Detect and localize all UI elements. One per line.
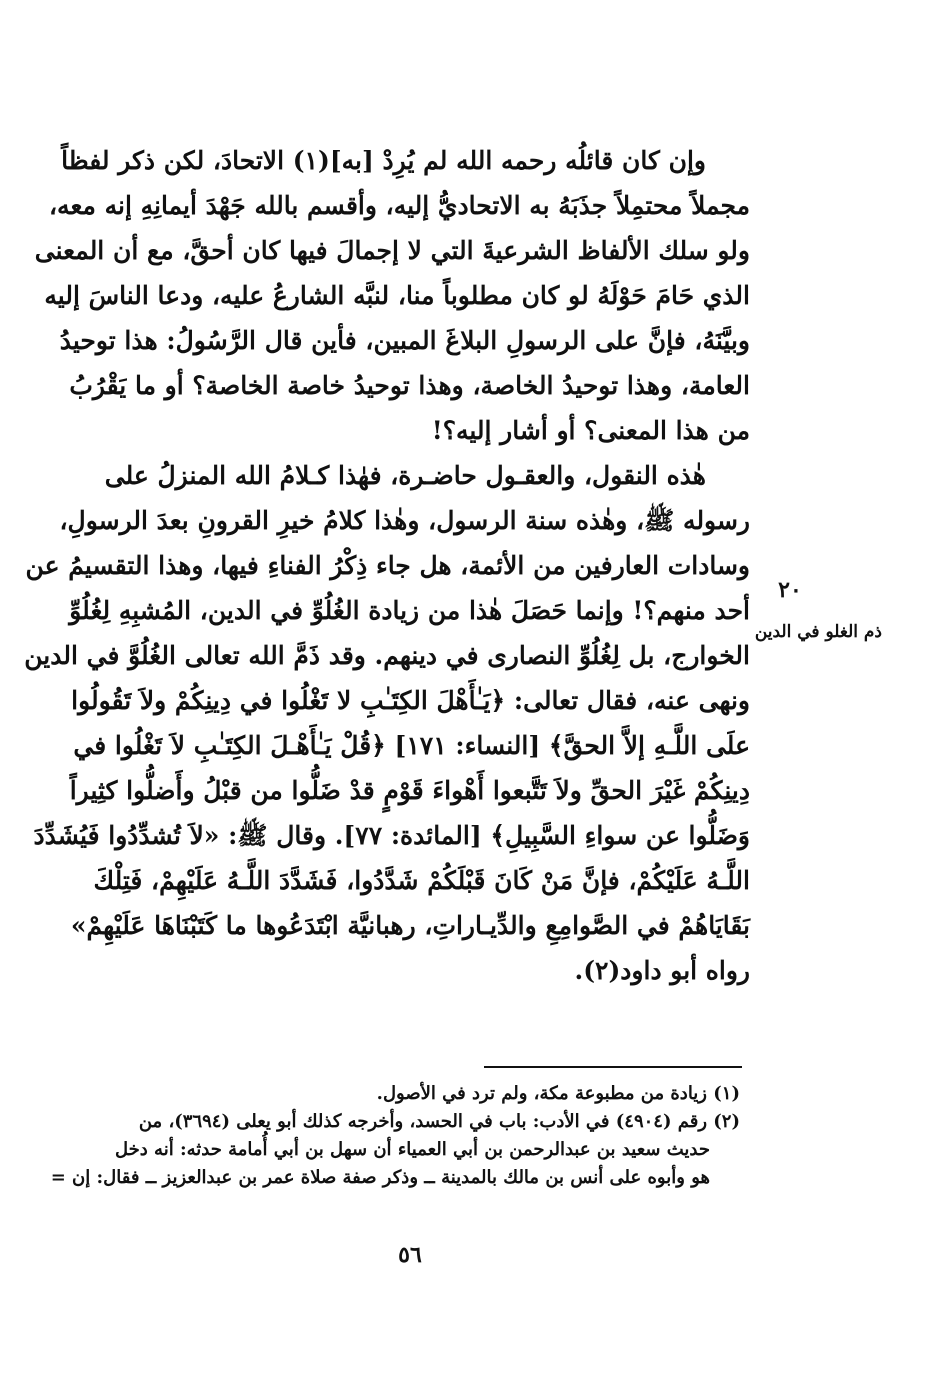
body-line: وإن كان قائلُه رحمه الله لم يُرِدْ [به](١) الاتحادَ، لكن ذكر لفظاً	[61, 146, 706, 175]
main-text-block	[24, 138, 750, 993]
body-line: مجملاً محتمِلاً جذَبَهُ به الاتحاديُّ إليه، وأقسم بالله جَهْدَ أيمانِهِ إنه معه،	[48, 191, 750, 220]
body-line: رواه أبو داود(٢).	[574, 956, 750, 985]
body-line: علَى اللَّـهِ إلاَّ الحقَّ﴾ [النساء: ١٧١] ﴿قُلْ يَـٰأَهْـلَ الكِتَـٰبِ لاَ تَغْلُوا في	[73, 731, 750, 760]
page-number: ٥٦	[398, 1242, 422, 1268]
body-line: العامة، وهذا توحيدُ الخاصة، وهذا توحيدُ خاصة الخاصة؟ أو ما يَقْرُبُ	[69, 371, 750, 400]
footnote-line: هو وأبوه على أنس بن مالك بالمدينة ــ وذكر صفة صلاة عمر بن عبدالعزيز ــ فقال: إن =	[50, 1167, 710, 1188]
body-line: الخوارج، بل لِغُلُوِّ النصارى في دينهم. وقد ذَمَّ الله تعالى الغُلُوَّ في الدين	[24, 641, 750, 670]
footnotes-block	[50, 1080, 740, 1192]
body-line: وبيَّنَهُ، فإنَّ على الرسولِ البلاغَ المبين، فأين قال الرَّسُولُ: هذا توحيدُ	[59, 326, 750, 355]
body-line: وَضَلُّوا عن سواءِ السَّبِيلِ﴾ [المائدة: ٧٧]. وقال ﷺ: «لاَ تُشدِّدُوا فَيُشَدِّدَ	[33, 821, 750, 850]
body-line: بَقَايَاهُمْ في الصَّوامِعِ والدِّيـاراتِ، رهبانيَّة ابْتَدَعُوها ما كَتَبْنَاهَا عَلَيْهِمْ»	[70, 911, 750, 940]
body-line: اللَّـهُ عَلَيْكُمْ، فإنَّ مَنْ كَانَ قَبْلَكُمْ شَدَّدُوا، فَشَدَّدَ اللَّـهُ عَلَيْهِمْ، فَتِلْكَ	[93, 866, 750, 895]
margin-heading: ذم الغلو في الدين	[754, 622, 882, 642]
body-line: من هذا المعنى؟ أو أشار إليه؟!	[431, 416, 750, 445]
body-line: الذي حَامَ حَوْلَهُ لو كان مطلوباً منا، لنبَّه الشارعُ عليه، ودعا الناسَ إليه	[44, 281, 750, 310]
body-line: ولو سلك الألفاظ الشرعيةَ التي لا إجمالَ فيها كان أحقَّ، مع أن المعنى	[34, 236, 750, 265]
footnote-divider	[484, 1066, 742, 1068]
margin-section-number: ٢٠	[778, 577, 802, 603]
body-line: ونهى عنه، فقال تعالى: ﴿يَـٰأَهْلَ الكِتَـٰبِ لا تَغْلُوا في دِينِكُمْ ولاَ تَقُولُوا	[71, 686, 750, 715]
footnote-line: حديث سعيد بن عبدالرحمن بن أبي العمياء أن سهل بن أبي أُمامة حدثه: أنه دخل	[115, 1139, 710, 1160]
body-line: دِينِكُمْ غَيْرَ الحقِّ ولاَ تَتَّبعوا أَهْواءَ قَوْمٍ قدْ ضَلُّوا من قبْلُ وأَضلُّوا كثِيراً	[69, 776, 750, 805]
body-line: أحد منهم؟! وإنما حَصَلَ هٰذا من زيادة الغُلُوِّ في الدين، المُشبِهِ لِغُلُوِّ	[69, 596, 750, 625]
body-line: وسادات العارفين من الأئمة، هل جاء ذِكْرُ الفناءِ فيها، وهذا التقسيمُ عن	[25, 551, 750, 580]
body-line: هٰذه النقول، والعقـول حاضـرة، فهٰذا كـلامُ الله المنزلُ على	[104, 461, 706, 490]
footnote-line: (١) زيادة من مطبوعة مكة، ولم ترد في الأصول.	[376, 1083, 740, 1104]
body-line: رسوله ﷺ، وهٰذه سنة الرسول، وهٰذا كلامُ خيرِ القرونِ بعدَ الرسولِ،	[59, 506, 750, 535]
footnote-line: (٢) رقم (٤٩٠٤) في الأدب: باب في الحسد، وأخرجه كذلك أبو يعلى (٣٦٩٤)، من	[138, 1111, 740, 1132]
